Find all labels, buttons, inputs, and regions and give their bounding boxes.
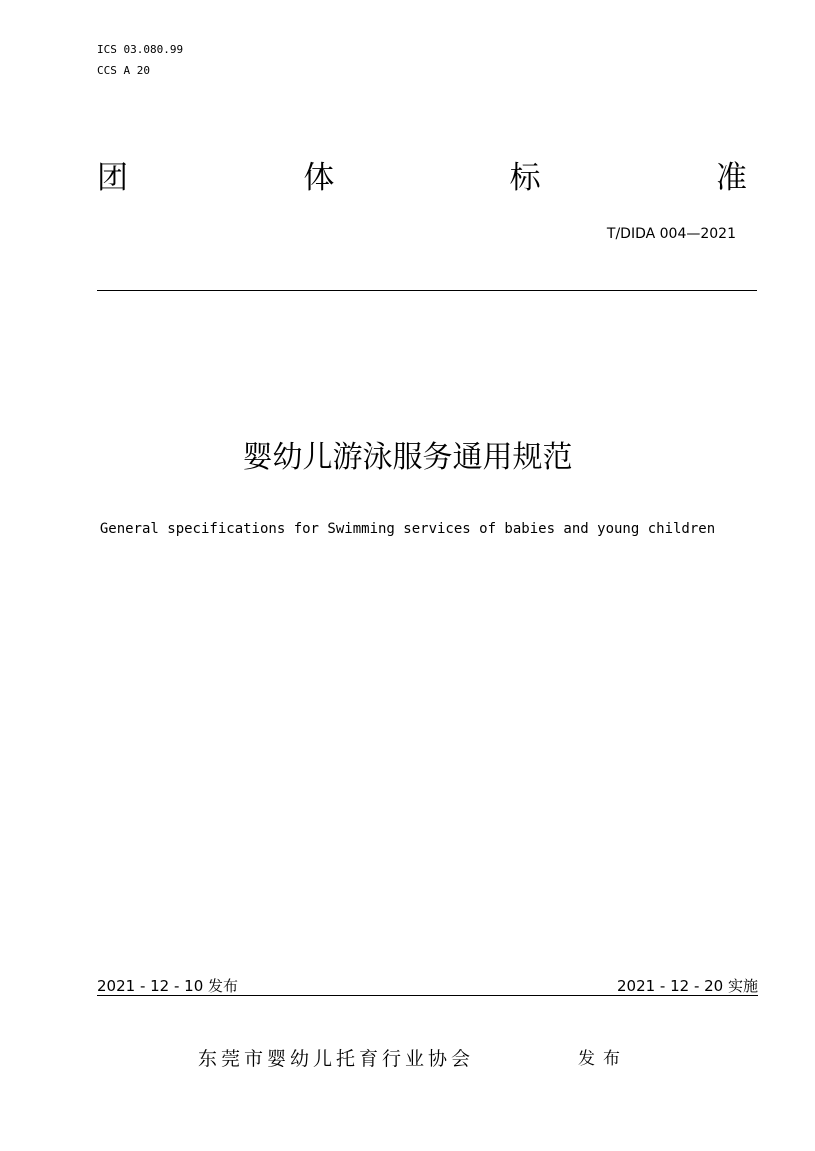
document-title-english: General specifications for Swimming services of babies and young children — [99, 521, 716, 537]
standard-type-char: 体 — [303, 160, 335, 196]
ics-code: ICS 03.080.99 — [97, 43, 184, 56]
standard-type-char: 标 — [509, 160, 541, 196]
publication-date: 2021 - 12 - 10 发布 — [97, 977, 239, 995]
issuer-name: 东莞市婴幼儿托育行业协会 — [198, 1048, 475, 1070]
ccs-code: CCS A 20 — [97, 64, 150, 77]
standard-type-char: 准 — [715, 160, 747, 196]
standard-type-char: 团 — [97, 160, 128, 196]
bottom-divider — [97, 995, 758, 996]
standard-type-heading — [97, 158, 747, 198]
top-divider — [97, 290, 757, 291]
document-title-chinese: 婴幼儿游泳服务通用规范 — [242, 440, 573, 475]
issue-action: 发布 — [578, 1049, 628, 1069]
implementation-date: 2021 - 12 - 20 实施 — [616, 977, 758, 995]
standard-number: T/DIDA 004—2021 — [606, 226, 736, 242]
